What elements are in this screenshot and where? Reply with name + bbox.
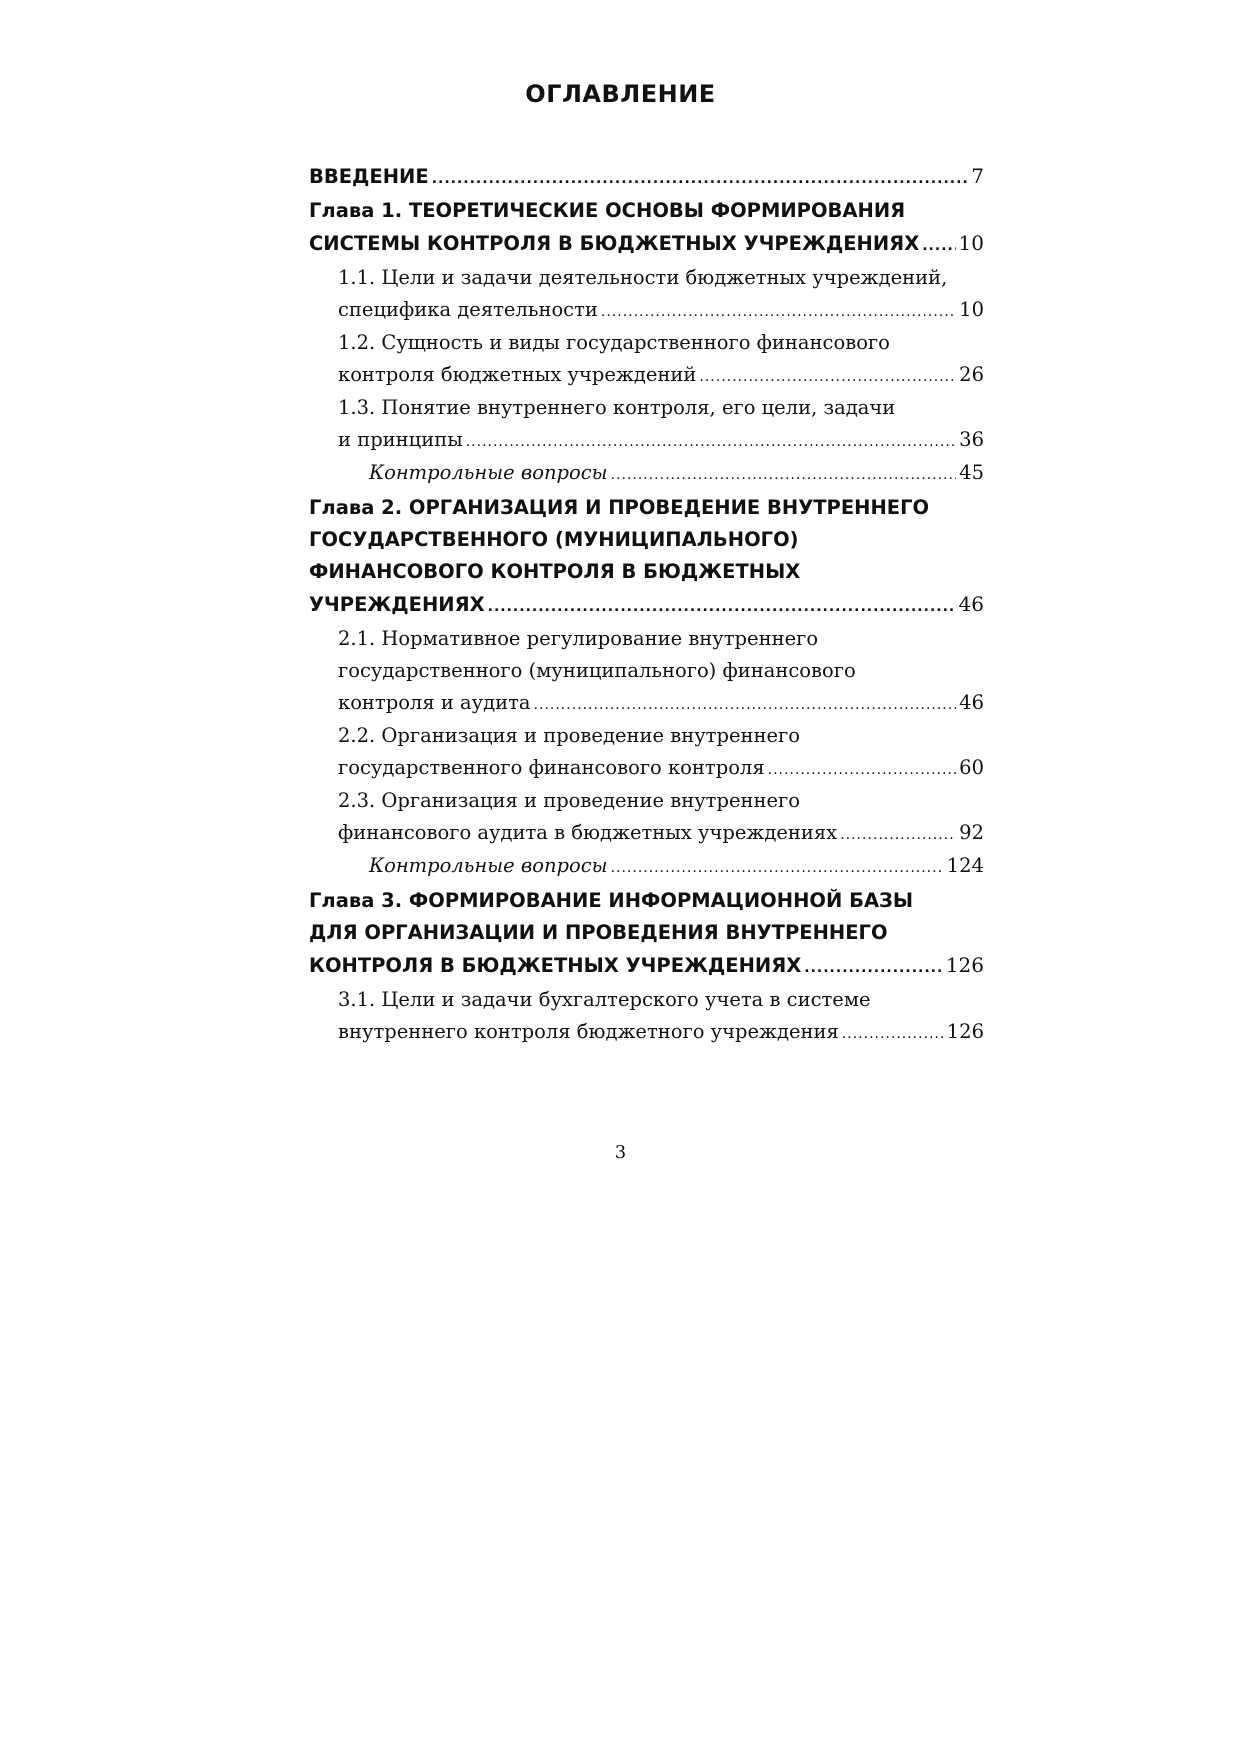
toc-page-number: 36 [959, 428, 984, 451]
toc-page-number: 45 [959, 461, 984, 484]
toc-page-number: 92 [959, 821, 984, 844]
toc-entry-text: контроля бюджетных учреждений [338, 363, 697, 386]
toc-line [369, 850, 984, 882]
toc-line [309, 227, 984, 259]
toc-line [338, 359, 984, 391]
page-title: ОГЛАВЛЕНИЕ [525, 80, 716, 108]
toc-entry-section[interactable] [309, 327, 984, 391]
table-of-contents [309, 160, 984, 1049]
toc-line [369, 457, 984, 489]
toc-entry-text: Глава 1. ТЕОРЕТИЧЕСКИЕ ОСНОВЫ ФОРМИРОВАНИЯ [309, 199, 906, 222]
toc-page-number: 126 [946, 1020, 984, 1043]
toc-page-number: 26 [959, 363, 984, 386]
dot-leader [488, 591, 956, 623]
toc-line [338, 720, 984, 752]
toc-entry-text: Глава 2. ОРГАНИЗАЦИЯ И ПРОВЕДЕНИЕ ВНУТРЕННЕГО [309, 496, 930, 519]
toc-line [338, 294, 984, 326]
toc-entry-text: 1.1. Цели и задачи деятельности бюджетных учреждений, [338, 266, 948, 289]
toc-entry-text: внутреннего контроля бюджетного учреждения [338, 1020, 839, 1043]
dot-leader [466, 426, 956, 458]
toc-line [338, 984, 984, 1016]
dot-leader [699, 361, 956, 393]
dot-leader [804, 952, 943, 984]
toc-entry-section[interactable] [309, 720, 984, 784]
toc-line [309, 524, 984, 556]
toc-entry-text: 2.1. Нормативное регулирование внутреннего [338, 627, 819, 650]
toc-page-number: 7 [971, 164, 984, 188]
toc-entry-chapter[interactable] [309, 492, 984, 620]
toc-page-number: 124 [946, 854, 984, 877]
dot-leader [922, 230, 955, 262]
toc-entry-section[interactable] [309, 262, 984, 326]
dot-leader [432, 163, 969, 195]
toc-line [309, 195, 984, 227]
toc-line [338, 623, 984, 655]
dot-leader [601, 296, 956, 328]
toc-line [309, 885, 984, 917]
toc-page-number: 10 [958, 231, 984, 255]
toc-page-number: 46 [958, 592, 984, 616]
toc-entry-chapter[interactable] [309, 195, 984, 259]
toc-entry-questions[interactable] [309, 457, 984, 489]
toc-line [338, 817, 984, 849]
toc-entry-text: 1.3. Понятие внутреннего контроля, его цели, задачи [338, 396, 896, 419]
dot-leader [768, 754, 957, 786]
toc-entry-text: контроля и аудита [338, 691, 531, 714]
toc-line [338, 327, 984, 359]
toc-entry-text: 1.2. Сущность и виды государственного финансового [338, 331, 890, 354]
toc-line [338, 392, 984, 424]
toc-line [309, 917, 984, 949]
toc-line [338, 1016, 984, 1048]
toc-entry-text: УЧРЕЖДЕНИЯХ [309, 593, 485, 616]
toc-entry-text: ГОСУДАРСТВЕННОГО (МУНИЦИПАЛЬНОГО) [309, 528, 799, 551]
toc-entry-text: Глава 3. ФОРМИРОВАНИЕ ИНФОРМАЦИОННОЙ БАЗЫ [309, 889, 914, 912]
toc-line [338, 785, 984, 817]
toc-page-number: 60 [959, 756, 984, 779]
toc-line [338, 424, 984, 456]
toc-line [338, 687, 984, 719]
dot-leader [534, 689, 957, 721]
toc-entry-chapter[interactable] [309, 160, 984, 192]
toc-line [338, 262, 984, 294]
toc-line [309, 949, 984, 981]
toc-line [309, 588, 984, 620]
toc-entry-section[interactable] [309, 392, 984, 456]
toc-entry-text: финансового аудита в бюджетных учреждениях [338, 821, 838, 844]
dot-leader [840, 819, 956, 851]
toc-entry-text: государственного финансового контроля [338, 756, 765, 779]
toc-entry-text: 3.1. Цели и задачи бухгалтерского учета в системе [338, 988, 871, 1011]
toc-entry-chapter[interactable] [309, 885, 984, 981]
toc-entry-section[interactable] [309, 984, 984, 1048]
toc-entry-text: Контрольные вопросы [369, 461, 608, 484]
toc-entry-text: Контрольные вопросы [369, 854, 608, 877]
toc-line [309, 556, 984, 588]
dot-leader [611, 852, 944, 884]
toc-entry-section[interactable] [309, 785, 984, 849]
toc-line [309, 492, 984, 524]
toc-line [338, 655, 984, 687]
toc-page-number: 126 [945, 953, 984, 977]
toc-entry-text: КОНТРОЛЯ В БЮДЖЕТНЫХ УЧРЕЖДЕНИЯХ [309, 954, 802, 977]
toc-entry-text: ВВЕДЕНИЕ [309, 165, 429, 188]
toc-entry-text: СИСТЕМЫ КОНТРОЛЯ В БЮДЖЕТНЫХ УЧРЕЖДЕНИЯХ [309, 232, 920, 255]
toc-entry-text: ФИНАНСОВОГО КОНТРОЛЯ В БЮДЖЕТНЫХ [309, 560, 801, 583]
toc-entry-text: 2.3. Организация и проведение внутреннего [338, 789, 800, 812]
toc-entry-questions[interactable] [309, 850, 984, 882]
dot-leader [842, 1018, 944, 1050]
toc-line [338, 752, 984, 784]
toc-line [309, 160, 984, 192]
page-number: 3 [614, 1142, 627, 1163]
toc-page-number: 10 [959, 298, 984, 321]
toc-entry-text: 2.2. Организация и проведение внутреннего [338, 724, 800, 747]
toc-entry-text: и принципы [338, 428, 463, 451]
toc-entry-text: специфика деятельности [338, 298, 598, 321]
toc-page-number: 46 [959, 691, 984, 714]
toc-entry-text: государственного (муниципального) финансового [338, 659, 856, 682]
toc-entry-section[interactable] [309, 623, 984, 719]
toc-entry-text: ДЛЯ ОРГАНИЗАЦИИ И ПРОВЕДЕНИЯ ВНУТРЕННЕГО [309, 921, 888, 944]
dot-leader [611, 459, 957, 491]
